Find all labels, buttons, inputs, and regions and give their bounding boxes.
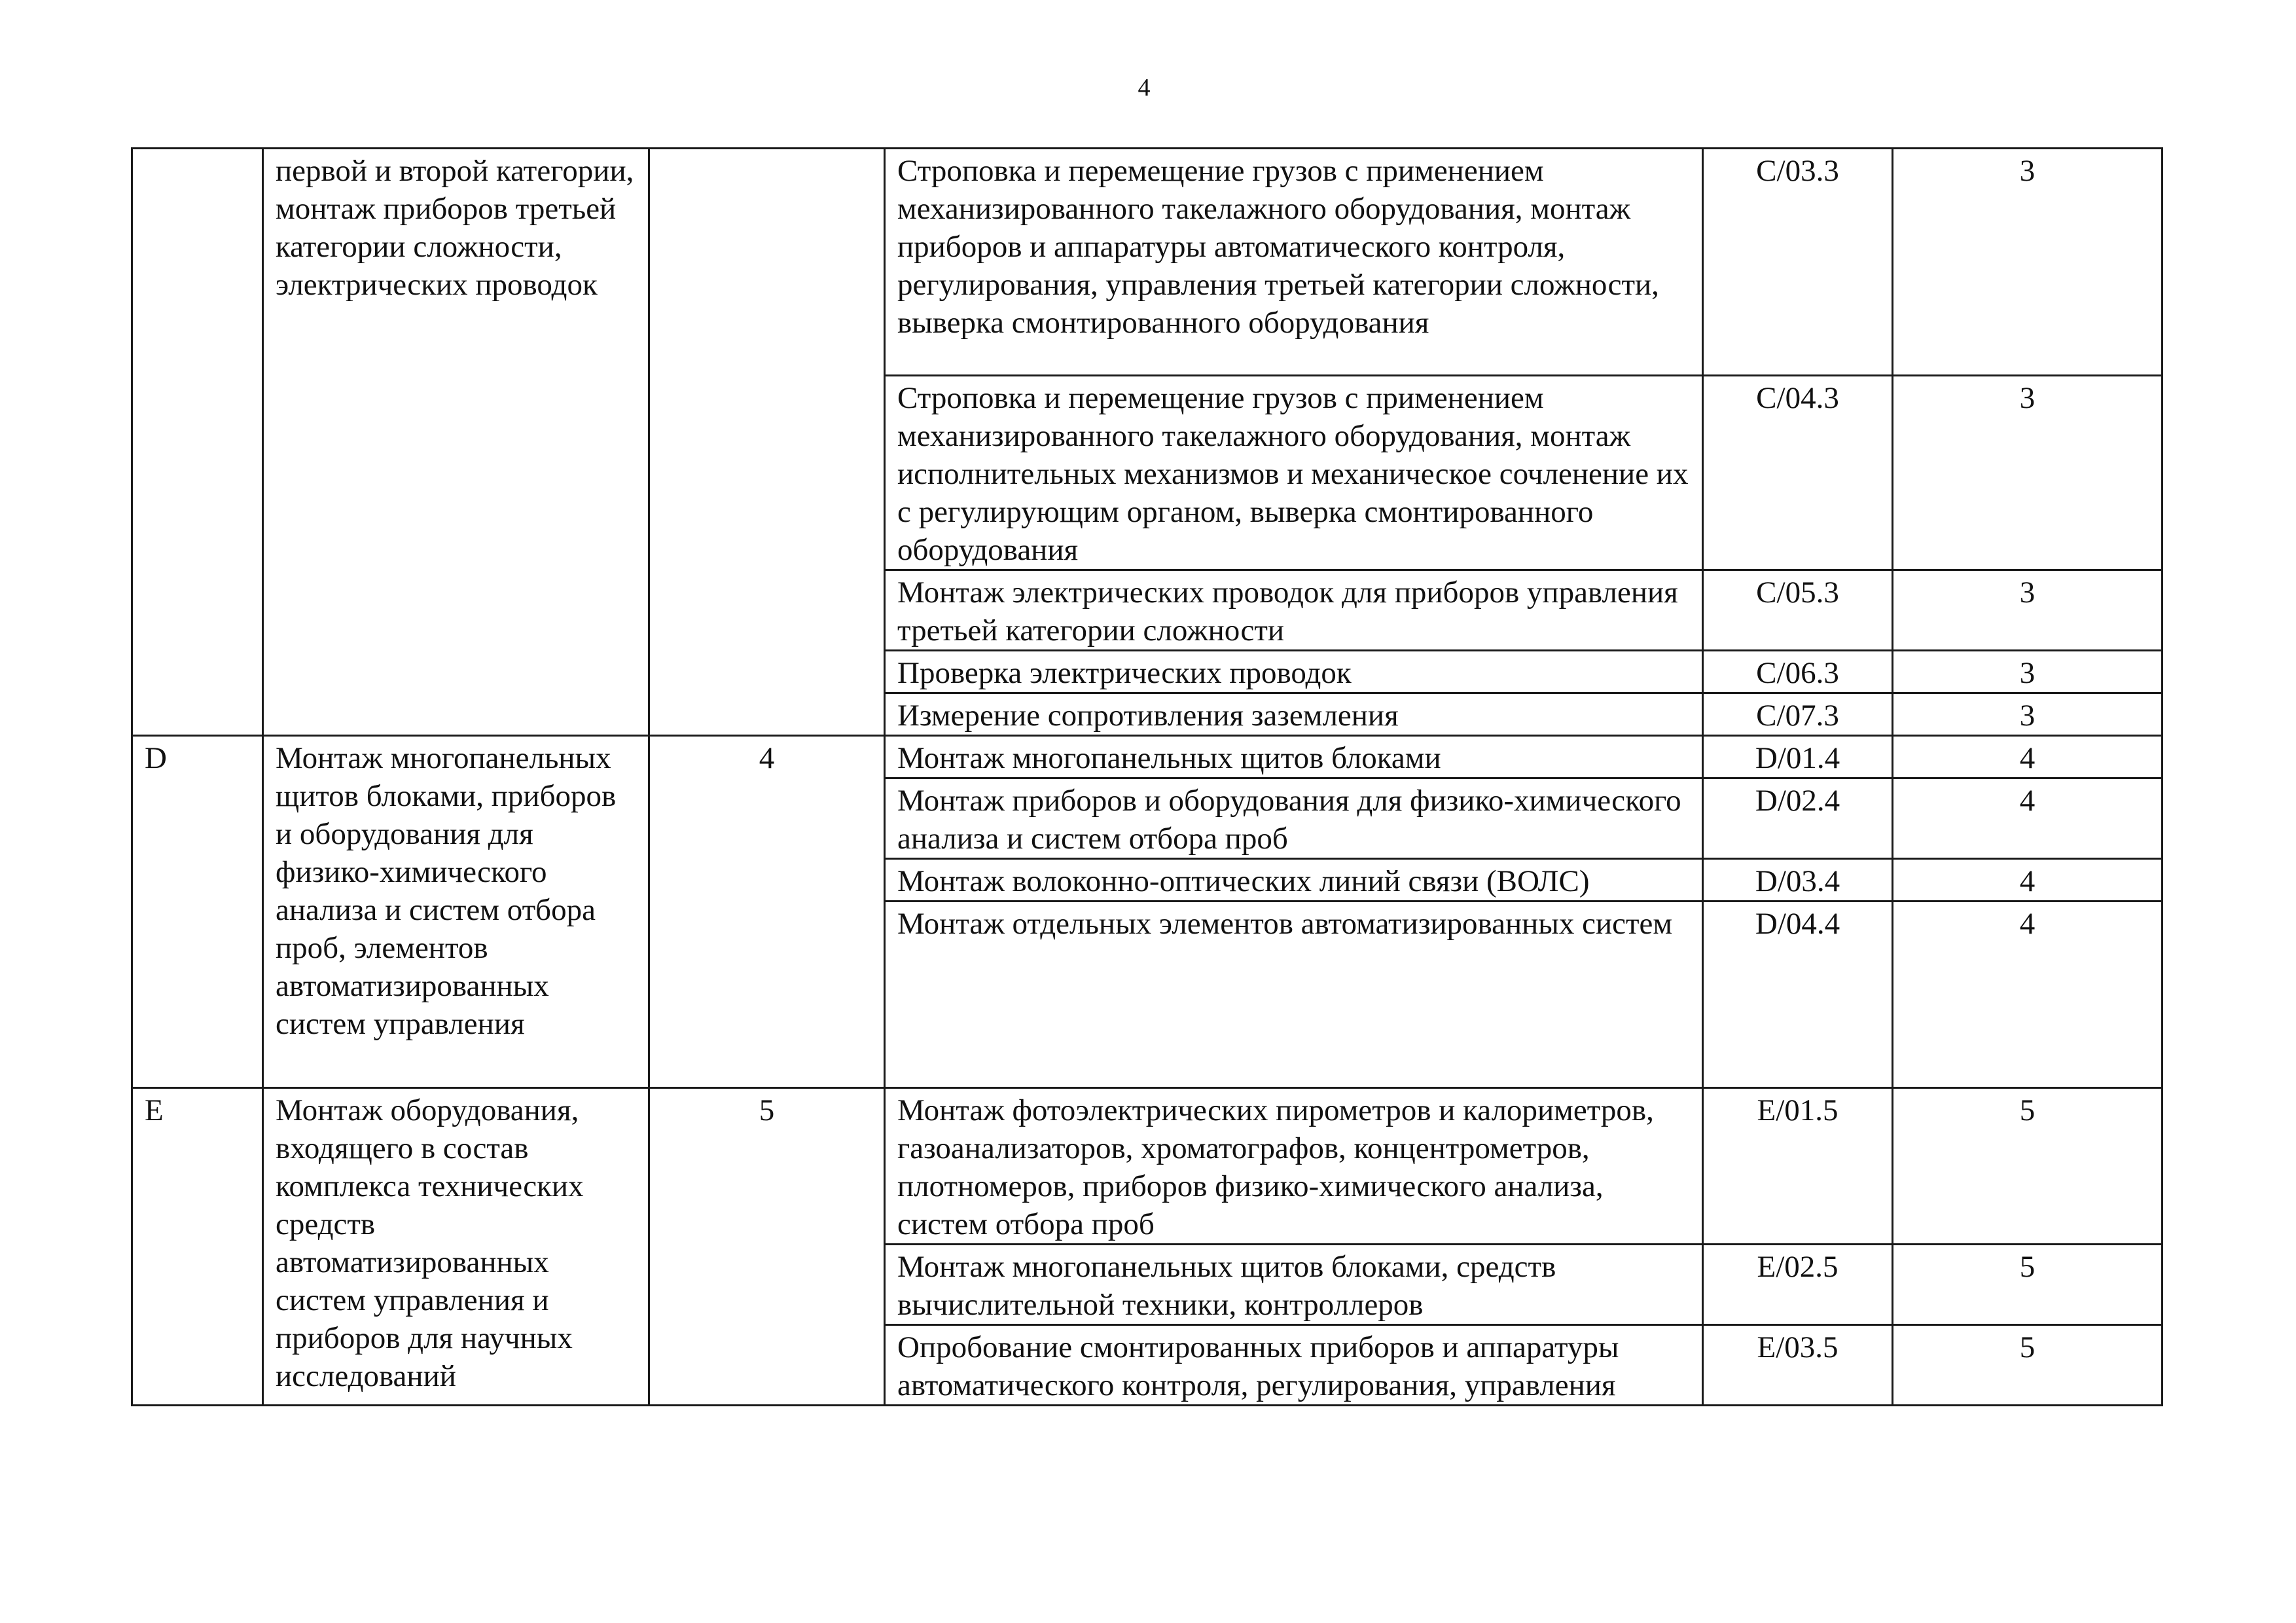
- labor-function-level: 3: [1893, 651, 2162, 693]
- labor-function-code: C/03.3: [1703, 149, 1893, 376]
- labor-function-name: Измерение сопротивления заземления: [885, 693, 1703, 736]
- generalized-function-name: первой и второй категории, монтаж приборов третьей категории сложности, электрических проводок: [263, 149, 649, 736]
- labor-functions-table: [131, 147, 2163, 1406]
- labor-function-code: C/04.3: [1703, 376, 1893, 570]
- qualification-level: 5: [649, 1088, 885, 1406]
- qualification-level: 4: [649, 736, 885, 1088]
- labor-function-name: Монтаж многопанельных щитов блоками, средств вычислительной техники, контроллеров: [885, 1245, 1703, 1325]
- labor-function-code: E/02.5: [1703, 1245, 1893, 1325]
- labor-function-level: 5: [1893, 1088, 2162, 1245]
- generalized-function-code: D: [132, 736, 263, 1088]
- page-number: 4: [1138, 74, 1151, 101]
- labor-function-code: D/03.4: [1703, 859, 1893, 902]
- labor-function-name: Монтаж волоконно-оптических линий связи (ВОЛС): [885, 859, 1703, 902]
- labor-function-name: Опробование смонтированных приборов и аппаратуры автоматического контроля, регулирования, управления: [885, 1325, 1703, 1406]
- labor-function-code: C/06.3: [1703, 651, 1893, 693]
- labor-function-name: Строповка и перемещение грузов с применением механизированного такелажного оборудования, монтаж исполнительных механизмов и механическое сочленение их с регулирующим органом, выверка смонтированного оборудования: [885, 376, 1703, 570]
- generalized-function-name: Монтаж многопанельных щитов блоками, приборов и оборудования для физико-химического анализа и систем отбора проб, элементов автоматизированных систем управления: [263, 736, 649, 1088]
- labor-function-code: E/03.5: [1703, 1325, 1893, 1406]
- labor-function-name: Монтаж многопанельных щитов блоками: [885, 736, 1703, 778]
- labor-function-level: 4: [1893, 859, 2162, 902]
- generalized-function-code: E: [132, 1088, 263, 1406]
- labor-function-name: Монтаж приборов и оборудования для физико-химического анализа и систем отбора проб: [885, 778, 1703, 859]
- labor-function-code: C/05.3: [1703, 570, 1893, 651]
- labor-function-code: D/01.4: [1703, 736, 1893, 778]
- labor-function-level: 4: [1893, 902, 2162, 1088]
- labor-function-name: Проверка электрических проводок: [885, 651, 1703, 693]
- generalized-function-name: Монтаж оборудования, входящего в состав комплекса технических средств автоматизированных систем управления и приборов для научных исследований: [263, 1088, 649, 1406]
- labor-function-level: 3: [1893, 570, 2162, 651]
- labor-function-code: C/07.3: [1703, 693, 1893, 736]
- labor-function-name: Монтаж отдельных элементов автоматизированных систем: [885, 902, 1703, 1088]
- table-row: [132, 736, 2162, 778]
- labor-function-level: 3: [1893, 149, 2162, 376]
- labor-function-level: 5: [1893, 1325, 2162, 1406]
- qualification-level: [649, 149, 885, 736]
- labor-function-level: 5: [1893, 1245, 2162, 1325]
- labor-function-code: D/04.4: [1703, 902, 1893, 1088]
- table-row: [132, 149, 2162, 376]
- labor-function-level: 3: [1893, 376, 2162, 570]
- labor-function-name: Монтаж фотоэлектрических пирометров и калориметров, газоанализаторов, хроматографов, концентрометров, плотномеров, приборов физико-химического анализа, систем отбора проб: [885, 1088, 1703, 1245]
- generalized-function-code: [132, 149, 263, 736]
- labor-function-code: D/02.4: [1703, 778, 1893, 859]
- labor-function-name: Строповка и перемещение грузов с применением механизированного такелажного оборудования, монтаж приборов и аппаратуры автоматического контроля, регулирования, управления третьей категории сложности, выверка смонтированного оборудования: [885, 149, 1703, 376]
- labor-function-name: Монтаж электрических проводок для приборов управления третьей категории сложности: [885, 570, 1703, 651]
- table-row: [132, 1088, 2162, 1245]
- labor-function-level: 4: [1893, 736, 2162, 778]
- labor-function-level: 3: [1893, 693, 2162, 736]
- labor-function-level: 4: [1893, 778, 2162, 859]
- labor-function-code: E/01.5: [1703, 1088, 1893, 1245]
